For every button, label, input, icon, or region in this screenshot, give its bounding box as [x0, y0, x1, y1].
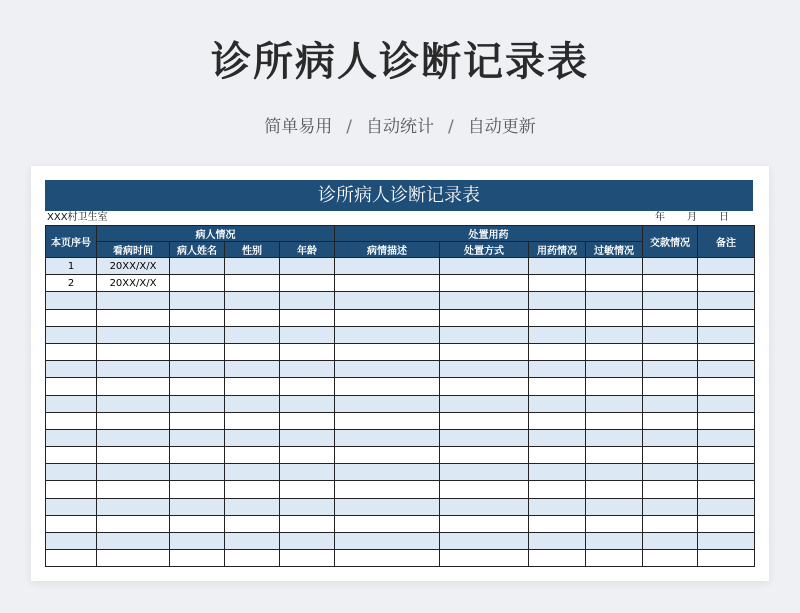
- table-cell[interactable]: [335, 533, 440, 550]
- table-cell[interactable]: [280, 412, 335, 429]
- table-cell[interactable]: [698, 395, 755, 412]
- date-fields: [633, 211, 729, 225]
- table-cell[interactable]: [529, 395, 586, 412]
- table-row: [46, 258, 755, 275]
- cell-serial[interactable]: [46, 361, 97, 378]
- table-cell[interactable]: [280, 292, 335, 309]
- table-cell[interactable]: [529, 481, 586, 498]
- table-cell[interactable]: [643, 447, 698, 464]
- table-cell[interactable]: [335, 258, 440, 275]
- table-row: [46, 515, 755, 532]
- table-cell[interactable]: [529, 258, 586, 275]
- cell-serial[interactable]: [46, 429, 97, 446]
- table-cell[interactable]: [643, 412, 698, 429]
- cell-visit-time[interactable]: [97, 533, 170, 550]
- table-cell[interactable]: [586, 343, 643, 360]
- table-cell[interactable]: [698, 464, 755, 481]
- cell-visit-time[interactable]: [97, 481, 170, 498]
- table-cell[interactable]: [586, 412, 643, 429]
- table-cell[interactable]: [643, 550, 698, 567]
- header-medication: 用药情况: [529, 242, 586, 258]
- table-cell[interactable]: [586, 550, 643, 567]
- table-cell[interactable]: [440, 343, 529, 360]
- table-cell[interactable]: [280, 447, 335, 464]
- spreadsheet-preview: [31, 166, 769, 581]
- table-body: [46, 258, 755, 567]
- table-row: [46, 550, 755, 567]
- table-cell[interactable]: [170, 343, 225, 360]
- table-cell[interactable]: [170, 378, 225, 395]
- table-cell[interactable]: [225, 533, 280, 550]
- table-cell[interactable]: [335, 326, 440, 343]
- table-cell[interactable]: [335, 309, 440, 326]
- table-cell[interactable]: [643, 361, 698, 378]
- table-cell[interactable]: [698, 515, 755, 532]
- table-cell[interactable]: [529, 464, 586, 481]
- cell-visit-time[interactable]: [97, 326, 170, 343]
- table-cell[interactable]: [529, 275, 586, 292]
- table-cell[interactable]: [529, 412, 586, 429]
- table-row: [46, 429, 755, 446]
- cell-visit-time[interactable]: [97, 395, 170, 412]
- table-cell[interactable]: [440, 412, 529, 429]
- table-cell[interactable]: [586, 292, 643, 309]
- table-cell[interactable]: [335, 550, 440, 567]
- table-cell[interactable]: [335, 464, 440, 481]
- cell-visit-time[interactable]: [97, 292, 170, 309]
- table-row: [46, 447, 755, 464]
- table-cell[interactable]: [280, 343, 335, 360]
- table-cell[interactable]: [529, 533, 586, 550]
- table-cell[interactable]: [440, 292, 529, 309]
- table-cell[interactable]: [698, 343, 755, 360]
- subtitle: [0, 112, 800, 137]
- table-cell[interactable]: [280, 309, 335, 326]
- table-row: [46, 309, 755, 326]
- table-cell[interactable]: [335, 515, 440, 532]
- table-cell[interactable]: [529, 292, 586, 309]
- table-cell[interactable]: [170, 498, 225, 515]
- table-cell[interactable]: [643, 343, 698, 360]
- table-cell[interactable]: [698, 275, 755, 292]
- table-cell[interactable]: [335, 275, 440, 292]
- table-cell[interactable]: [586, 275, 643, 292]
- table-cell[interactable]: [280, 275, 335, 292]
- table-cell[interactable]: [643, 309, 698, 326]
- table-cell[interactable]: [225, 361, 280, 378]
- table-cell[interactable]: [643, 533, 698, 550]
- table-row: [46, 395, 755, 412]
- header-condition: 病情描述: [335, 242, 440, 258]
- table-cell[interactable]: [643, 378, 698, 395]
- cell-visit-time[interactable]: [97, 378, 170, 395]
- table-cell[interactable]: [698, 292, 755, 309]
- sheet-banner-title: 诊所病人诊断记录表: [45, 180, 753, 211]
- table-cell[interactable]: [280, 378, 335, 395]
- table-row: [46, 378, 755, 395]
- table-cell[interactable]: [586, 378, 643, 395]
- record-table: [45, 225, 755, 567]
- table-cell[interactable]: [643, 498, 698, 515]
- table-cell[interactable]: [529, 447, 586, 464]
- table-cell[interactable]: [586, 429, 643, 446]
- date-month-label: 月: [687, 212, 697, 223]
- table-cell[interactable]: [170, 361, 225, 378]
- table-cell[interactable]: [170, 395, 225, 412]
- cell-serial[interactable]: 2: [46, 275, 97, 292]
- cell-serial[interactable]: [46, 550, 97, 567]
- table-cell[interactable]: [586, 481, 643, 498]
- table-cell[interactable]: [170, 326, 225, 343]
- cell-serial[interactable]: 1: [46, 258, 97, 275]
- table-cell[interactable]: [225, 292, 280, 309]
- cell-serial[interactable]: [46, 447, 97, 464]
- table-row: [46, 326, 755, 343]
- table-cell[interactable]: [643, 515, 698, 532]
- table-row: [46, 412, 755, 429]
- table-cell[interactable]: [440, 533, 529, 550]
- cell-serial[interactable]: [46, 309, 97, 326]
- cell-visit-time[interactable]: [97, 550, 170, 567]
- header-treatment: 处置用药: [335, 226, 643, 242]
- table-cell[interactable]: [586, 533, 643, 550]
- date-year-label: 年: [655, 212, 665, 223]
- table-cell[interactable]: [698, 326, 755, 343]
- subtitle-separator: /: [448, 117, 454, 137]
- subtitle-item-auto-stats: 自动统计: [366, 117, 434, 137]
- cell-visit-time[interactable]: [97, 412, 170, 429]
- table-cell[interactable]: [440, 429, 529, 446]
- table-cell[interactable]: [586, 395, 643, 412]
- table-cell[interactable]: [280, 361, 335, 378]
- cell-visit-time[interactable]: 20XX/X/X: [97, 275, 170, 292]
- date-day-label: 日: [719, 212, 729, 223]
- table-cell[interactable]: [586, 361, 643, 378]
- header-payment: 交款情况: [643, 226, 698, 258]
- header-serial: 本页序号: [46, 226, 97, 258]
- table-cell[interactable]: [440, 361, 529, 378]
- table-cell[interactable]: [170, 481, 225, 498]
- table-cell[interactable]: [225, 481, 280, 498]
- table-cell[interactable]: [280, 515, 335, 532]
- table-cell[interactable]: [280, 429, 335, 446]
- table-cell[interactable]: [643, 292, 698, 309]
- table-cell[interactable]: [170, 515, 225, 532]
- header-remarks: 备注: [698, 226, 755, 258]
- table-cell[interactable]: [643, 481, 698, 498]
- table-cell[interactable]: [170, 292, 225, 309]
- table-cell[interactable]: [643, 395, 698, 412]
- table-row: [46, 533, 755, 550]
- org-name: XXX村卫生室: [47, 212, 108, 223]
- table-cell[interactable]: [170, 309, 225, 326]
- table-cell[interactable]: [280, 533, 335, 550]
- meta-row: [45, 211, 753, 225]
- table-cell[interactable]: [529, 429, 586, 446]
- subtitle-separator: /: [346, 117, 352, 137]
- table-cell[interactable]: [170, 533, 225, 550]
- table-cell[interactable]: [698, 378, 755, 395]
- table-cell[interactable]: [698, 498, 755, 515]
- table-cell[interactable]: [698, 361, 755, 378]
- table-cell[interactable]: [225, 464, 280, 481]
- table-row: [46, 361, 755, 378]
- table-cell[interactable]: [280, 498, 335, 515]
- table-cell[interactable]: [440, 326, 529, 343]
- table-cell[interactable]: [440, 275, 529, 292]
- page-title: 诊所病人诊断记录表: [211, 39, 589, 85]
- table-cell[interactable]: [643, 258, 698, 275]
- table-cell[interactable]: [698, 533, 755, 550]
- table-cell[interactable]: [225, 378, 280, 395]
- table-cell[interactable]: [586, 447, 643, 464]
- table-cell[interactable]: [529, 361, 586, 378]
- table-cell[interactable]: [225, 395, 280, 412]
- table-cell[interactable]: [529, 515, 586, 532]
- table-cell[interactable]: [698, 258, 755, 275]
- table-cell[interactable]: [440, 258, 529, 275]
- table-cell[interactable]: [698, 447, 755, 464]
- table-cell[interactable]: [335, 447, 440, 464]
- table-cell[interactable]: [440, 395, 529, 412]
- table-cell[interactable]: [170, 429, 225, 446]
- table-cell[interactable]: [335, 292, 440, 309]
- header-treatment-method: 处置方式: [440, 242, 529, 258]
- table-cell[interactable]: [529, 498, 586, 515]
- header-patient-info: 病人情况: [97, 226, 335, 242]
- table-cell[interactable]: [280, 258, 335, 275]
- cell-visit-time[interactable]: 20XX/X/X: [97, 258, 170, 275]
- cell-serial[interactable]: [46, 498, 97, 515]
- table-cell[interactable]: [586, 258, 643, 275]
- table-cell[interactable]: [280, 481, 335, 498]
- cell-serial[interactable]: [46, 395, 97, 412]
- table-cell[interactable]: [698, 309, 755, 326]
- table-cell[interactable]: [170, 275, 225, 292]
- cell-serial[interactable]: [46, 464, 97, 481]
- cell-serial[interactable]: [46, 292, 97, 309]
- table-cell[interactable]: [225, 515, 280, 532]
- table-cell[interactable]: [225, 447, 280, 464]
- cell-visit-time[interactable]: [97, 343, 170, 360]
- table-cell[interactable]: [280, 326, 335, 343]
- table-cell[interactable]: [170, 550, 225, 567]
- cell-serial[interactable]: [46, 481, 97, 498]
- header-visit-time: 看病时间: [97, 242, 170, 258]
- table-cell[interactable]: [335, 498, 440, 515]
- table-cell[interactable]: [440, 378, 529, 395]
- cell-serial[interactable]: [46, 533, 97, 550]
- table-cell[interactable]: [170, 464, 225, 481]
- table-cell[interactable]: [335, 395, 440, 412]
- table-row: [46, 343, 755, 360]
- table-cell[interactable]: [335, 378, 440, 395]
- table-cell[interactable]: [698, 481, 755, 498]
- table-cell[interactable]: [170, 412, 225, 429]
- table-cell[interactable]: [440, 550, 529, 567]
- table-cell[interactable]: [440, 498, 529, 515]
- table-cell[interactable]: [335, 429, 440, 446]
- table-cell[interactable]: [586, 326, 643, 343]
- subtitle-item-auto-update: 自动更新: [467, 117, 536, 137]
- cell-serial[interactable]: [46, 515, 97, 532]
- table-cell[interactable]: [698, 550, 755, 567]
- table-cell[interactable]: [335, 343, 440, 360]
- table-cell[interactable]: [225, 550, 280, 567]
- table-cell[interactable]: [225, 429, 280, 446]
- table-cell[interactable]: [529, 550, 586, 567]
- table-cell[interactable]: [335, 361, 440, 378]
- table-row: [46, 464, 755, 481]
- table-cell[interactable]: [170, 447, 225, 464]
- header-patient-name: 病人姓名: [170, 242, 225, 258]
- table-cell[interactable]: [225, 343, 280, 360]
- table-cell[interactable]: [643, 326, 698, 343]
- cell-visit-time[interactable]: [97, 464, 170, 481]
- table-cell[interactable]: [225, 309, 280, 326]
- table-cell[interactable]: [170, 258, 225, 275]
- table-cell[interactable]: [280, 464, 335, 481]
- table-cell[interactable]: [698, 412, 755, 429]
- table-row: [46, 481, 755, 498]
- cell-visit-time[interactable]: [97, 447, 170, 464]
- table-cell[interactable]: [643, 275, 698, 292]
- table-cell[interactable]: [586, 515, 643, 532]
- cell-serial[interactable]: [46, 326, 97, 343]
- table-cell[interactable]: [225, 412, 280, 429]
- cell-serial[interactable]: [46, 412, 97, 429]
- table-cell[interactable]: [586, 309, 643, 326]
- cell-visit-time[interactable]: [97, 515, 170, 532]
- cell-serial[interactable]: [46, 378, 97, 395]
- table-cell[interactable]: [280, 550, 335, 567]
- cell-serial[interactable]: [46, 343, 97, 360]
- table-cell[interactable]: [586, 464, 643, 481]
- table-cell[interactable]: [335, 481, 440, 498]
- table-row: [46, 498, 755, 515]
- table-cell[interactable]: [440, 309, 529, 326]
- cell-visit-time[interactable]: [97, 309, 170, 326]
- cell-visit-time[interactable]: [97, 361, 170, 378]
- header-gender: 性别: [225, 242, 280, 258]
- table-cell[interactable]: [225, 275, 280, 292]
- table-cell[interactable]: [440, 464, 529, 481]
- table-cell[interactable]: [586, 498, 643, 515]
- table-cell[interactable]: [440, 481, 529, 498]
- cell-visit-time[interactable]: [97, 498, 170, 515]
- table-cell[interactable]: [225, 326, 280, 343]
- table-row: [46, 275, 755, 292]
- table-cell[interactable]: [529, 378, 586, 395]
- table-cell[interactable]: [529, 309, 586, 326]
- table-row: [46, 292, 755, 309]
- table-cell[interactable]: [280, 395, 335, 412]
- table-cell[interactable]: [225, 498, 280, 515]
- table-cell[interactable]: [335, 412, 440, 429]
- table-cell[interactable]: [643, 429, 698, 446]
- table-cell[interactable]: [440, 447, 529, 464]
- table-cell[interactable]: [440, 515, 529, 532]
- header-allergy: 过敏情况: [586, 242, 643, 258]
- table-cell[interactable]: [698, 429, 755, 446]
- header-age: 年龄: [280, 242, 335, 258]
- table-cell[interactable]: [643, 464, 698, 481]
- table-cell[interactable]: [225, 258, 280, 275]
- cell-visit-time[interactable]: [97, 429, 170, 446]
- subtitle-item-easy: 简单易用: [264, 117, 333, 137]
- table-cell[interactable]: [529, 343, 586, 360]
- table-cell[interactable]: [529, 326, 586, 343]
